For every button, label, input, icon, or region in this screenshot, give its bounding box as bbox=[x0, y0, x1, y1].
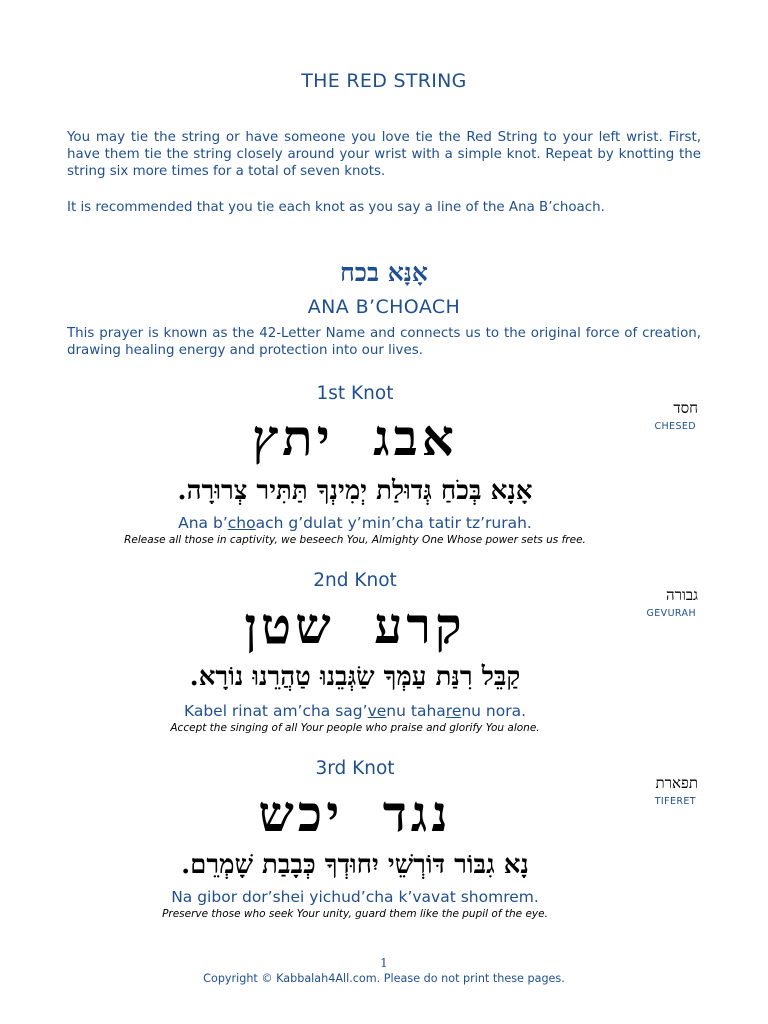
prayer-hebrew-title: אָנָּא בכח bbox=[339, 258, 428, 287]
knot-2-sefirah-hebrew: גבורה bbox=[665, 586, 698, 604]
knot-1-sefirah-name: CHESED bbox=[654, 421, 696, 432]
knot-1-translation: Release all those in captivity, we beseech You, Almighty One Whose power sets us free. bbox=[124, 534, 586, 546]
knot-1-sefirah-hebrew: חסד bbox=[673, 399, 698, 417]
knot-1-heading: 1st Knot bbox=[316, 383, 394, 404]
translit-stressed-syllable: cho bbox=[227, 514, 256, 532]
knot-3-letters: נגד יכש bbox=[258, 784, 452, 843]
translit-stressed-syllable: ve bbox=[367, 702, 387, 720]
translit-part: nu taha bbox=[386, 702, 446, 720]
knot-1-letters: אבג יתץ bbox=[252, 408, 458, 467]
prayer-description: This prayer is known as the 42-Letter Name and connects us to the original force of creation, drawing healing energy and protection into our lives. bbox=[67, 326, 701, 358]
intro-paragraph: You may tie the string or have someone you love tie the Red String to your left wrist. First, have them tie the string closely around your wrist with a simple knot. Repeat by knotting the string six more times for a total of seven knots. bbox=[67, 130, 701, 179]
intro-recommendation: It is recommended that you tie each knot as you say a line of the Ana B’choach. bbox=[67, 200, 605, 215]
page-number: 1 bbox=[380, 956, 388, 970]
knot-3-transliteration: Na gibor dor’shei yichud’cha k’vavat shomrem. bbox=[171, 888, 539, 906]
knot-3-translation: Preserve those who seek Your unity, guard them like the pupil of the eye. bbox=[162, 908, 548, 920]
knot-3-sefirah-hebrew: תפארת bbox=[655, 774, 698, 792]
knot-1-verse: אָנָא בְּכֹחַ גְּדוּלַת יְמִינְךָ תַּתִּיר צְרוּרָה. bbox=[177, 476, 533, 506]
translit-part: Kabel rinat am’cha sag’ bbox=[183, 702, 368, 720]
copyright-notice: Copyright © Kabbalah4All.com. Please do not print these pages. bbox=[203, 972, 565, 985]
knot-2-sefirah-name: GEVURAH bbox=[646, 608, 696, 619]
knot-1-transliteration bbox=[0, 514, 710, 532]
translit-stressed-syllable: re bbox=[445, 702, 462, 720]
knot-3-sefirah-name: TIFERET bbox=[654, 796, 696, 807]
page-title: THE RED STRING bbox=[301, 70, 467, 92]
translit-part: ach g’dulat y’min’cha tatir tz’rurah. bbox=[255, 514, 532, 532]
knot-2-translation: Accept the singing of all Your people who praise and glorify You alone. bbox=[170, 722, 540, 734]
prayer-title: ANA B’CHOACH bbox=[307, 296, 461, 318]
knot-2-heading: 2nd Knot bbox=[313, 570, 397, 591]
knot-2-letters: קרע שטן bbox=[244, 596, 466, 655]
knot-2-transliteration bbox=[0, 702, 710, 720]
translit-part: Ana b’ bbox=[178, 514, 228, 532]
translit-part: nu nora. bbox=[461, 702, 527, 720]
knot-3-verse: נָא גִבּוֹר דּוֹרְשֵׁי יִחוּדְךָ כְּבָבַת שָׁמְרֵם. bbox=[181, 850, 529, 880]
knot-2-verse: קַבֵּל רִנַּת עַמְּךָ שַׂגְּבֵנוּ טַהֲרֵנוּ נוֹרָא. bbox=[189, 662, 521, 692]
knot-3-heading: 3rd Knot bbox=[315, 758, 395, 779]
